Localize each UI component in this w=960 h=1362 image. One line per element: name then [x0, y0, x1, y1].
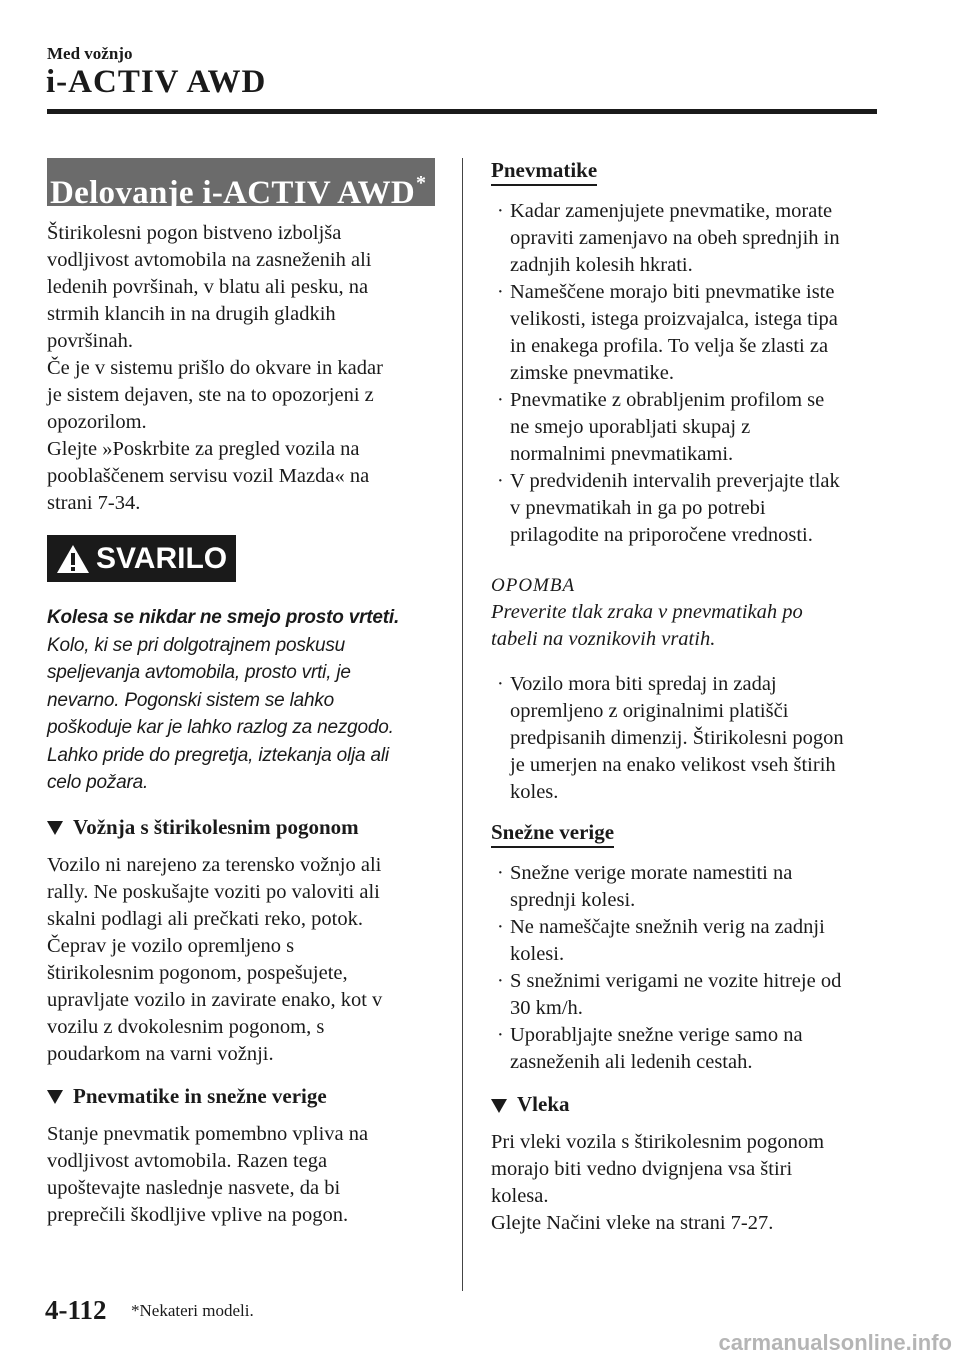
triangle-marker-icon	[47, 821, 63, 835]
warning-label-box	[47, 535, 236, 582]
snow-chains-bullet-list	[491, 860, 886, 1076]
right-column	[491, 158, 886, 1237]
text-line: opremljeno z originalnimi platišči	[510, 700, 789, 722]
banner-footnote-mark: *	[416, 172, 427, 194]
warning-label: SVARILO	[96, 541, 228, 575]
text-line: v pnevmatikah in ga po potrebi	[510, 497, 766, 519]
watermark: carmanualsonline.info	[718, 1330, 952, 1355]
text-line: zasneženih ali ledenih cestah.	[510, 1051, 753, 1073]
text-line: preprečili škodljive vplive na pogon.	[47, 1203, 349, 1226]
list-item: · Kadar zamenjujete pnevmatike, morate opraviti zamenjavo na obeh sprednjih in zadnjih kolesih hkrati.	[491, 198, 886, 279]
text-line: sprednji kolesi.	[510, 889, 636, 911]
subheading-towing	[491, 1092, 886, 1117]
text-line: in enakega profila. To velja še zlasti za	[510, 335, 829, 357]
list-item: · Vozilo mora biti spredaj in zadaj opremljeno z originalnimi platišči predpisanih dimenzij. Štirikolesni pogon je umerjen na enako velikost vseh štirih koles.	[491, 671, 886, 806]
list-item: · Ne nameščajte snežnih verig na zadnji kolesi.	[491, 914, 886, 968]
text-line: koles.	[510, 781, 559, 803]
text-line: opraviti zamenjavo na obeh sprednjih in	[510, 227, 840, 249]
text-line: Kadar zamenjujete pnevmatike, morate	[510, 200, 833, 222]
text-line: pooblaščenem servisu vozil Mazda« na	[47, 465, 370, 487]
text-line: površinah.	[47, 330, 133, 352]
text-line: Če je v sistemu prišlo do okvare in kadar	[47, 357, 383, 379]
text-line: nevarno. Pogonski sistem se lahko	[47, 689, 335, 711]
rim-bullet-list	[491, 671, 886, 806]
text-line: zimske pnevmatike.	[510, 362, 674, 384]
tires-heading: Pnevmatike	[491, 158, 597, 186]
driving-text	[47, 852, 437, 1068]
text-line: Snežne verige morate namestiti na	[510, 862, 793, 884]
text-line: Preverite tlak zraka v pnevmatikah po	[491, 601, 803, 623]
text-line: celo požara.	[47, 772, 149, 793]
text-line: opozorilom.	[47, 411, 147, 433]
text-line: ledenih površinah, v blatu ali pesku, na	[47, 276, 369, 298]
text-line: vodljivost avtomobila na zasneženih ali	[47, 249, 372, 271]
text-line: Čeprav je vozilo opremljeno s	[47, 934, 295, 957]
banner-title: Delovanje i-ACTIV AWD	[50, 175, 416, 211]
text-line: Lahko pride do pregretja, iztekanja olja ali	[47, 744, 389, 766]
note-label: OPOMBA	[491, 575, 576, 596]
text-line: Pri vleki vozila s štirikolesnim pogonom	[491, 1131, 825, 1153]
text-line: strmih klancih in na drugih gladkih	[47, 303, 336, 325]
intro-text	[47, 220, 437, 517]
text-line: vozilu z dvokolesnim pogonom, s	[47, 1015, 325, 1038]
text-line: morajo biti vedno dvignjena vsa štiri	[491, 1158, 793, 1180]
list-item: · Pnevmatike z obrabljenim profilom se ne smejo uporabljati skupaj z normalnimi pnevmatikami.	[491, 387, 886, 468]
subheading-text: Vleka	[517, 1092, 570, 1116]
subheading-text: Vožnja s štirikolesnim pogonom	[73, 814, 359, 839]
text-line: tabeli na voznikovih vratih.	[491, 628, 716, 650]
text-line: Nameščene morajo biti pnevmatike iste	[510, 281, 835, 303]
text-line: velikosti, istega proizvajalca, istega tipa	[510, 308, 838, 330]
text-line: speljevanja avtomobila, prosto vrti, je	[47, 662, 351, 683]
text-line: upravljate vozilo in zavirate enako, kot v	[47, 988, 383, 1011]
column-divider	[462, 158, 463, 1291]
left-column	[47, 158, 437, 1229]
text-line: Glejte »Poskrbite za pregled vozila na	[47, 438, 360, 460]
text-line: Ne nameščajte snežnih verig na zadnji	[510, 916, 825, 938]
section-label: Med vožnjo	[47, 44, 133, 63]
text-line: Glejte Načini vleke na strani 7-27.	[491, 1212, 774, 1234]
text-line: štirikolesnim pogonom, pospešujete,	[47, 961, 348, 984]
text-line: poudarkom na varni vožnji.	[47, 1042, 274, 1065]
text-line: Vozilo ni narejeno za terensko vožnjo ali	[47, 853, 382, 876]
subheading-tires-chains	[47, 1084, 437, 1109]
text-line: zadnjih kolesih hkrati.	[510, 254, 693, 276]
text-line: prilagodite na priporočene vrednosti.	[510, 524, 813, 546]
text-line: upoštevajte naslednje nasvete, da bi	[47, 1176, 341, 1199]
note-text	[491, 599, 886, 653]
triangle-marker-icon	[47, 1090, 63, 1104]
tires-bullet-list	[491, 198, 886, 549]
chapter-title: i-ACTIV AWD	[46, 64, 267, 100]
section-banner	[47, 158, 435, 211]
text-line: vodljivost avtomobila. Razen tega	[47, 1149, 328, 1172]
warning-text	[47, 604, 437, 797]
subheading-text: Pnevmatike in snežne verige	[73, 1083, 327, 1108]
text-line: kolesa.	[491, 1185, 549, 1207]
text-line: je sistem dejaven, ste na to opozorjeni z	[47, 384, 374, 406]
text-line: Vozilo mora biti spredaj in zadaj	[510, 673, 777, 695]
text-line: normalnimi pnevmatikami.	[510, 443, 734, 465]
text-line: Uporabljajte snežne verige samo na	[510, 1024, 803, 1046]
list-item: · V predvidenih intervalih preverjajte tlak v pnevmatikah in ga po potrebi prilagodite na priporočene vrednosti.	[491, 468, 886, 549]
text-line: strani 7-34.	[47, 492, 141, 514]
header-rule	[47, 109, 877, 114]
footnote: *Nekateri modeli.	[131, 1301, 254, 1320]
triangle-marker-icon	[491, 1099, 507, 1113]
text-line: Kolo, ki se pri dolgotrajnem poskusu	[47, 634, 346, 656]
warning-heading: Kolesa se nikdar ne smejo prosto vrteti.	[47, 607, 400, 628]
text-line: skalni podlagi ali prečkati reko, potok.	[47, 907, 363, 930]
list-item: · S snežnimi verigami ne vozite hitreje od 30 km/h.	[491, 968, 886, 1022]
towing-text	[491, 1129, 886, 1237]
subheading-4wd-driving	[47, 815, 437, 840]
text-line: Pnevmatike z obrabljenim profilom se	[510, 389, 825, 411]
tires-chains-text	[47, 1121, 437, 1229]
page-number: 4-112	[45, 1295, 107, 1325]
text-line: ne smejo uporabljati skupaj z	[510, 416, 751, 438]
list-item: · Uporabljajte snežne verige samo na zasneženih ali ledenih cestah.	[491, 1022, 886, 1076]
warning-triangle-icon	[56, 544, 90, 574]
list-item: · Nameščene morajo biti pnevmatike iste velikosti, istega proizvajalca, istega tipa in enakega profila. To velja še zlasti za zimske pnevmatike.	[491, 279, 886, 387]
text-line: S snežnimi verigami ne vozite hitreje od	[510, 970, 842, 992]
text-line: rally. Ne poskušajte voziti po valoviti ali	[47, 880, 380, 903]
text-line: Stanje pnevmatik pomembno vpliva na	[47, 1122, 369, 1145]
snow-chains-heading: Snežne verige	[491, 820, 614, 848]
text-line: kolesi.	[510, 943, 565, 965]
text-line: predpisanih dimenzij. Štirikolesni pogon	[510, 727, 844, 749]
list-item: · Snežne verige morate namestiti na sprednji kolesi.	[491, 860, 886, 914]
text-line: je umerjen na enako velikost vseh štirih	[510, 754, 836, 776]
text-line: Štirikolesni pogon bistveno izboljša	[47, 222, 342, 244]
text-line: 30 km/h.	[510, 997, 583, 1019]
text-line: poškoduje kar je lahko razlog za nezgodo.	[47, 717, 394, 738]
text-line: V predvidenih intervalih preverjajte tlak	[510, 470, 840, 492]
